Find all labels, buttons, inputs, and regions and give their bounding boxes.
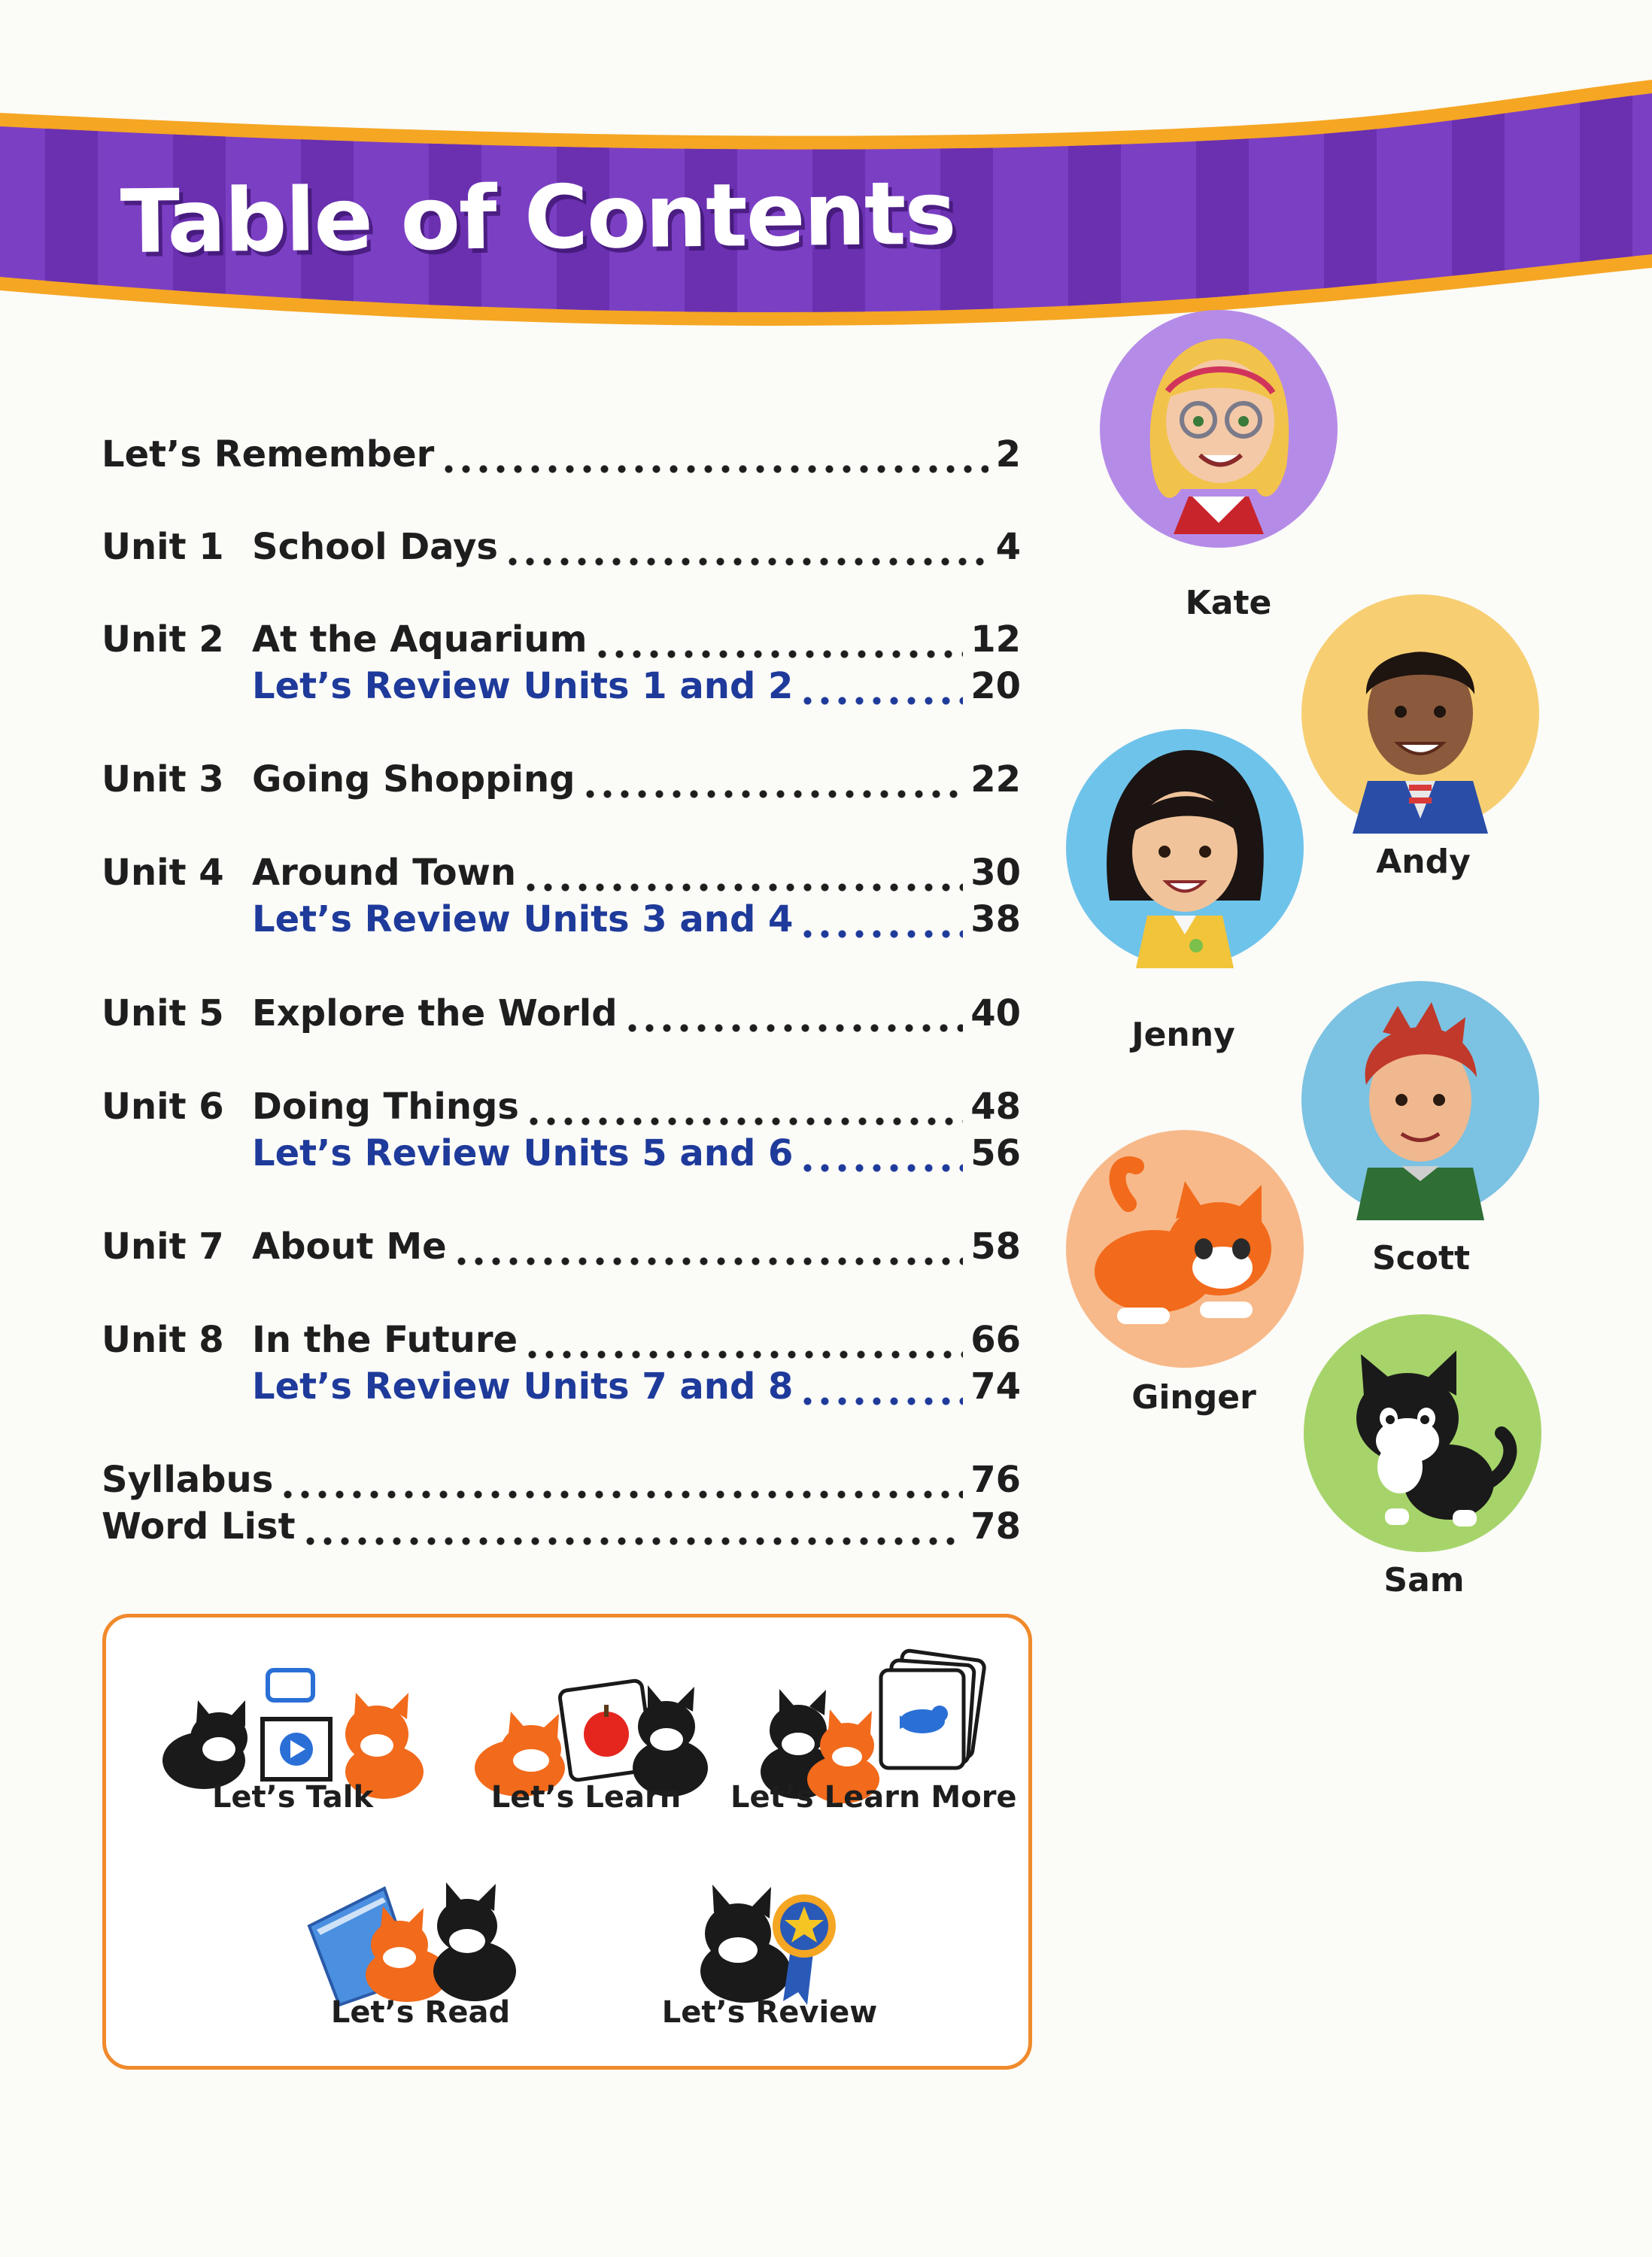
kate-portrait-icon (1098, 308, 1339, 549)
character-name: Jenny (1131, 1016, 1235, 1054)
toc-page: 66 (970, 1319, 1021, 1361)
toc-page: 56 (970, 1132, 1021, 1174)
toc-title: Let’s Remember (102, 433, 435, 475)
toc-unit: Unit 8 (102, 1319, 224, 1361)
toc-unit: Unit 6 (102, 1086, 224, 1128)
toc-title: Let’s Review Units 7 and 8 (252, 1365, 794, 1408)
dot-leader (624, 989, 964, 1037)
toc-page: 2 (995, 433, 1021, 475)
scott-portrait-icon (1300, 980, 1541, 1220)
toc-review-row[interactable] (102, 662, 1021, 710)
toc-page: 76 (970, 1459, 1021, 1501)
toc-page: 30 (970, 852, 1021, 894)
ginger-cat-icon (1064, 1128, 1305, 1369)
toc-row[interactable] (102, 849, 1021, 897)
toc-unit: Unit 3 (102, 758, 224, 800)
toc-review-row[interactable] (102, 1129, 1021, 1177)
toc-page: 58 (970, 1226, 1021, 1268)
character-name: Sam (1383, 1561, 1465, 1599)
dot-leader (799, 1362, 963, 1411)
book-icon (294, 1866, 542, 2009)
toc-row[interactable] (102, 1223, 1021, 1271)
toc-row[interactable] (102, 1316, 1021, 1364)
dot-leader (522, 849, 963, 897)
legend-label: Let’s Read (330, 1995, 511, 2030)
toc-unit: Unit 7 (102, 1226, 224, 1268)
andy-portrait-icon (1300, 593, 1541, 834)
dot-leader (279, 1456, 963, 1504)
toc-title: Explore the World (252, 992, 618, 1034)
character-name: Ginger (1131, 1378, 1256, 1417)
toc-row[interactable] (102, 1502, 1021, 1551)
toc-title: School Days (252, 526, 498, 568)
toc-title: At the Aquarium (252, 618, 588, 661)
toc-row[interactable] (102, 755, 1021, 803)
jenny-portrait-icon (1064, 728, 1305, 968)
dot-leader (524, 1316, 963, 1364)
toc-page: 22 (970, 758, 1021, 800)
toc-row[interactable] (102, 430, 1021, 478)
character-name: Scott (1371, 1239, 1471, 1277)
toc-row[interactable] (102, 1083, 1021, 1131)
activity-legend (102, 1614, 1032, 2070)
toc-unit: Unit 5 (102, 992, 224, 1034)
dot-leader (594, 615, 964, 664)
toc-page: 40 (970, 992, 1021, 1034)
dot-leader (799, 662, 963, 710)
toc-row[interactable] (102, 1456, 1021, 1504)
dot-leader (799, 1129, 963, 1177)
toc-unit: Unit 2 (102, 618, 224, 661)
toc-row[interactable] (102, 989, 1021, 1037)
toc-title: About Me (252, 1226, 447, 1268)
dot-leader (504, 523, 988, 571)
legend-label: Let’s Review (661, 1995, 878, 2030)
toc-page: 74 (970, 1365, 1021, 1408)
toc-unit: Unit 1 (102, 526, 224, 568)
dot-leader (799, 895, 963, 943)
toc-title: Let’s Review Units 5 and 6 (252, 1132, 794, 1174)
award-ribbon-icon (678, 1866, 858, 2009)
dot-leader (525, 1083, 963, 1131)
toc-title: Syllabus (102, 1459, 274, 1501)
toc-row[interactable] (102, 615, 1021, 664)
toc-page: 4 (995, 526, 1021, 568)
legend-label: Let’s Talk (211, 1780, 374, 1815)
toc-title: Let’s Review Units 1 and 2 (252, 665, 794, 707)
toc-title: Doing Things (252, 1086, 519, 1128)
toc-page: 78 (970, 1505, 1021, 1548)
dot-leader (453, 1223, 964, 1271)
legend-label: Let’s Learn More (730, 1780, 1017, 1815)
toc-row[interactable] (102, 523, 1021, 571)
dot-leader (582, 755, 964, 803)
toc-title: In the Future (252, 1319, 518, 1361)
toc-title: Let’s Review Units 3 and 4 (252, 898, 794, 940)
toc-review-row[interactable] (102, 895, 1021, 943)
dot-leader (302, 1502, 964, 1551)
toc-page: 38 (970, 898, 1021, 940)
toc-title: Word List (102, 1505, 296, 1548)
toc-title: Around Town (252, 852, 517, 894)
toc-title: Going Shopping (252, 758, 575, 800)
toc-unit: Unit 4 (102, 852, 224, 894)
toc-page: 20 (970, 665, 1021, 707)
legend-label: Let’s Learn (490, 1780, 682, 1815)
toc-review-row[interactable] (102, 1362, 1021, 1411)
dot-leader (440, 430, 988, 478)
page-title: Table of Contents (120, 163, 956, 273)
toc-page: 12 (970, 618, 1021, 661)
character-name: Andy (1376, 843, 1471, 881)
toc-page: 48 (970, 1086, 1021, 1128)
sam-cat-icon (1302, 1313, 1543, 1554)
character-name: Kate (1185, 584, 1272, 622)
